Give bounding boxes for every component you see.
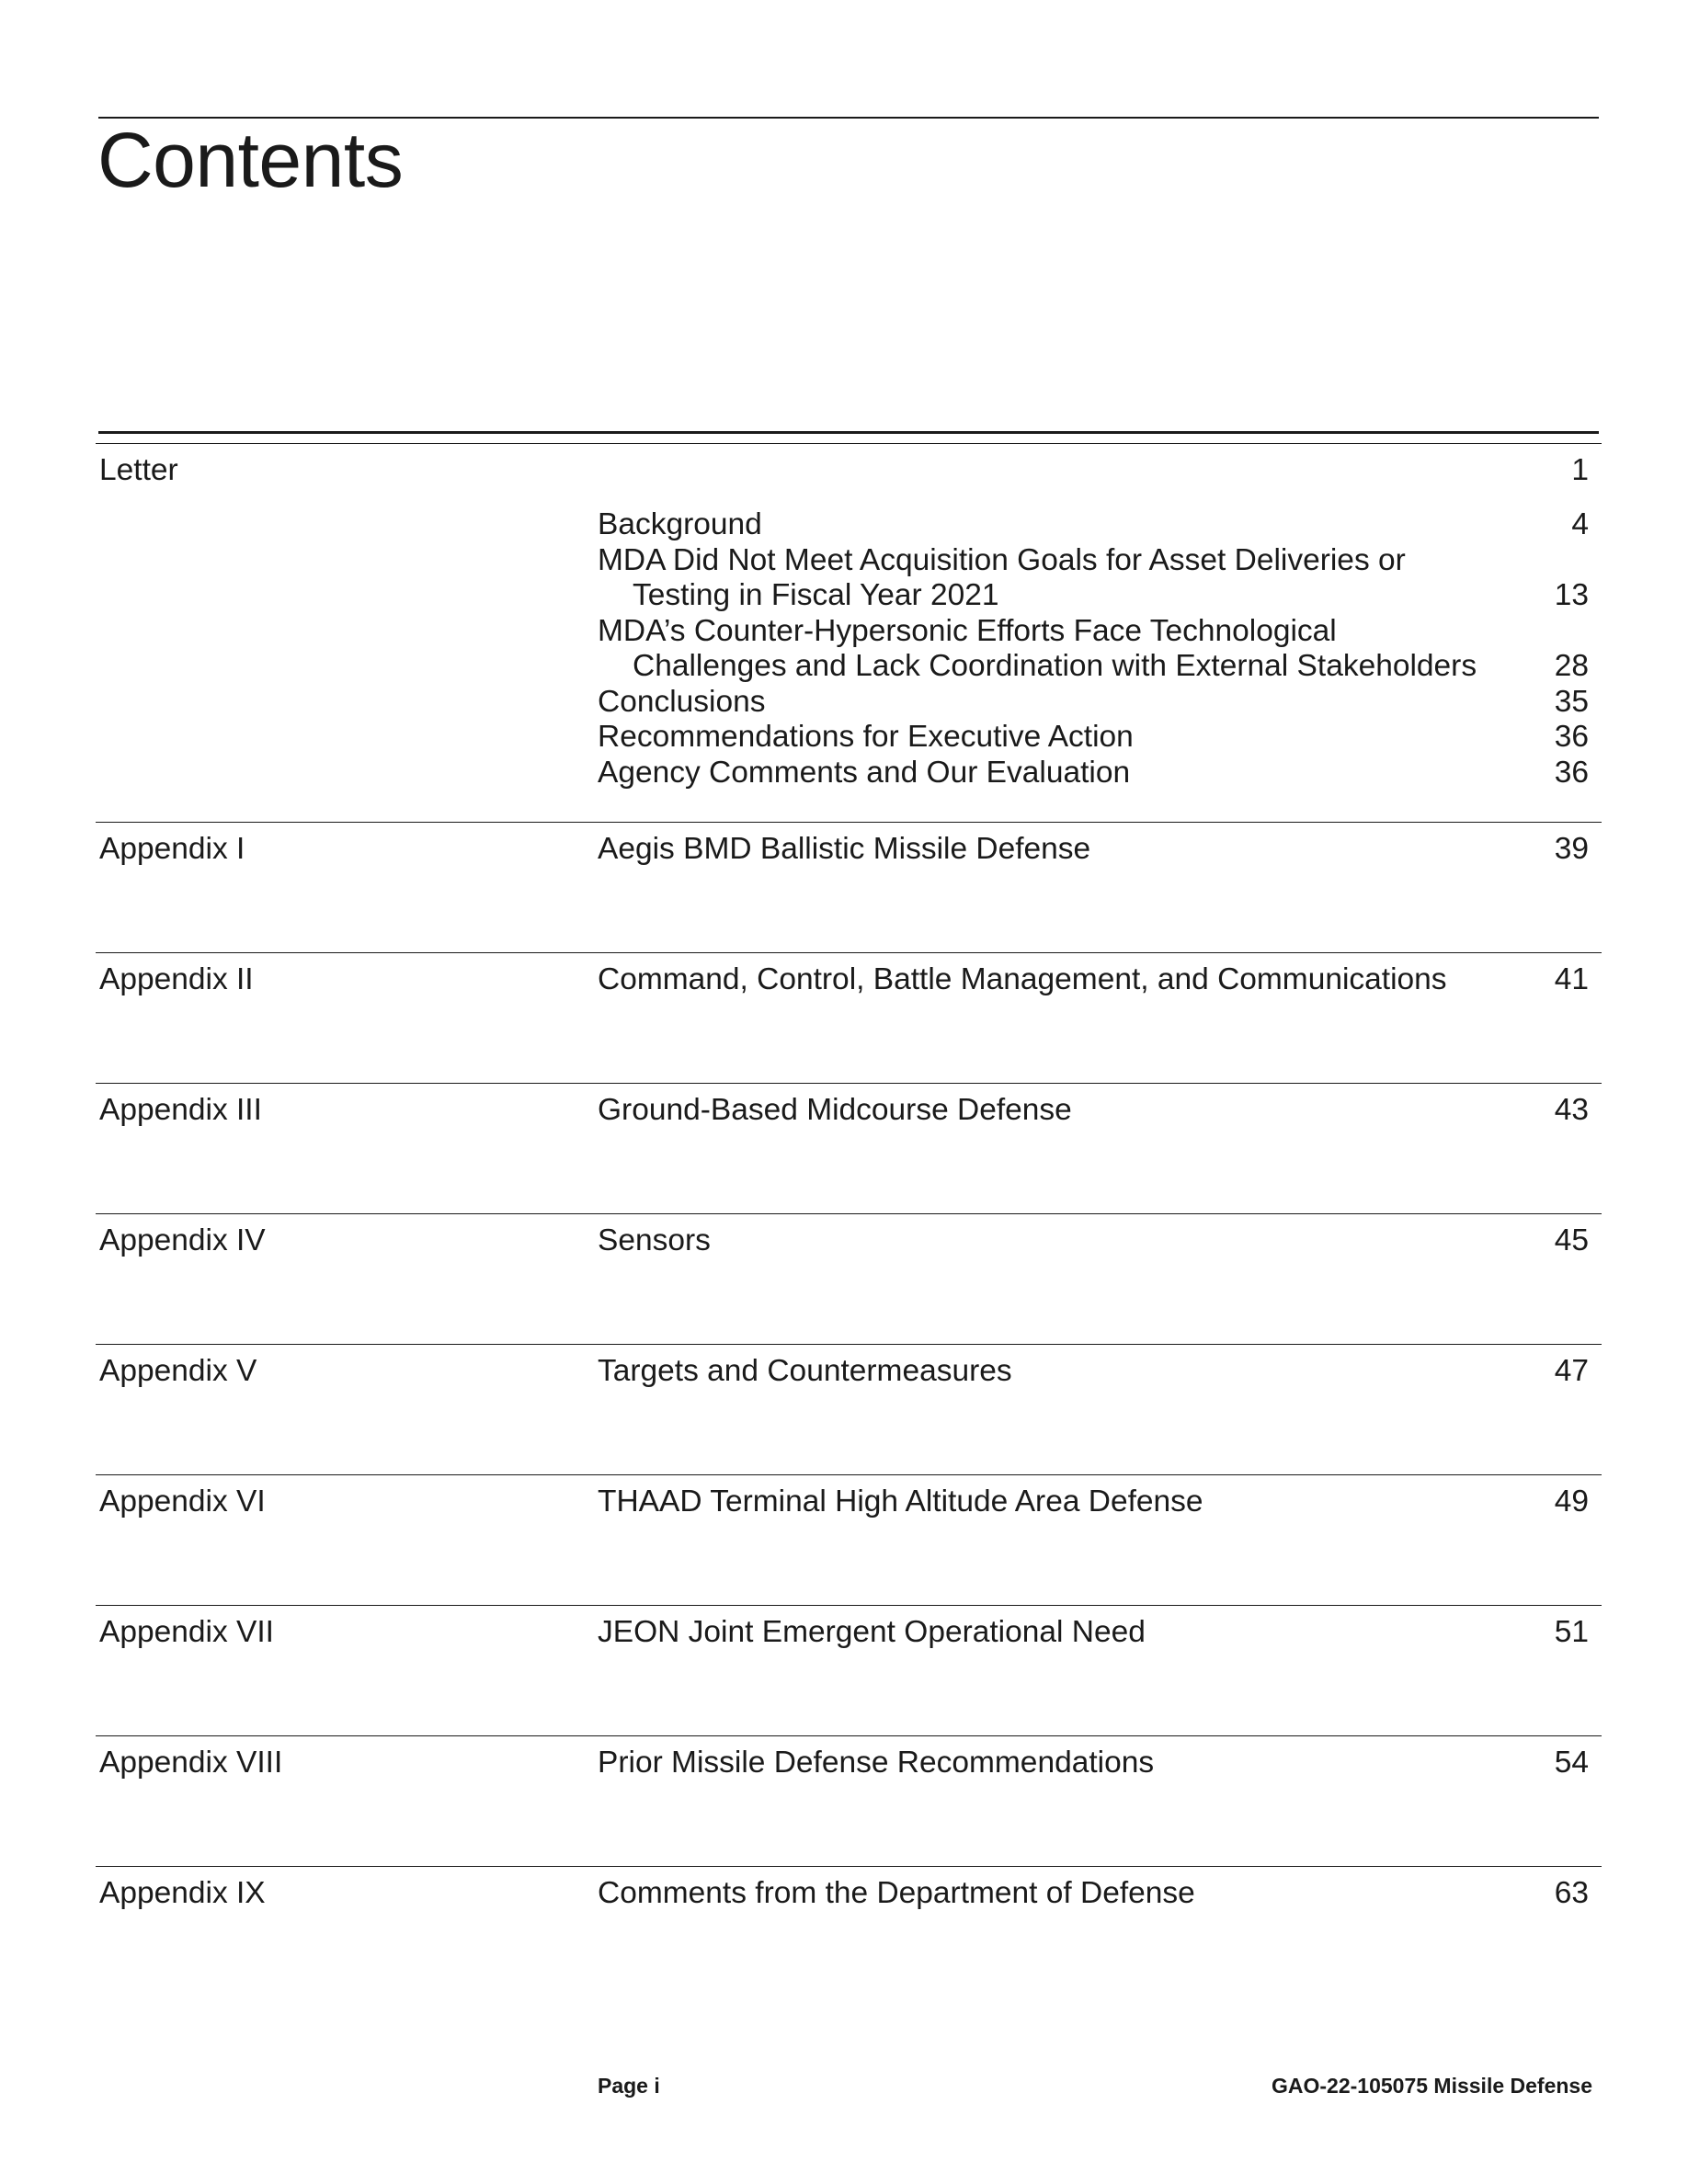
toc-page-number: 36 [1554,720,1589,754]
appendix-label[interactable]: Appendix VII [99,1615,274,1649]
appendix-page-number: 63 [1554,1876,1589,1910]
appendix-page-number: 49 [1554,1484,1589,1519]
toc-entry-recommendations[interactable]: Recommendations for Executive Action [598,720,1134,754]
appendix-divider [96,1866,1602,1867]
appendix-page-number: 41 [1554,962,1589,996]
appendix-title[interactable]: Prior Missile Defense Recommendations [598,1746,1155,1780]
toc-entry-counter-hypersonic-cont[interactable]: Challenges and Lack Coordination with External Stakeholders [633,649,1477,683]
appendix-page-number: 51 [1554,1615,1589,1649]
appendix-label[interactable]: Appendix IX [99,1876,266,1910]
appendix-title[interactable]: Command, Control, Battle Management, and Communications [598,962,1447,996]
appendix-page-number: 39 [1554,832,1589,866]
appendix-title[interactable]: Sensors [598,1223,711,1257]
toc-page-number: 36 [1554,756,1589,790]
toc-entry-acquisition-goals-cont[interactable]: Testing in Fiscal Year 2021 [633,578,999,612]
appendix-page-number: 47 [1554,1354,1589,1388]
appendix-title[interactable]: THAAD Terminal High Altitude Area Defense [598,1484,1203,1519]
appendix-title[interactable]: Targets and Countermeasures [598,1354,1012,1388]
footer-page-label: Page i [598,2074,660,2098]
toc-entry-background[interactable]: Background [598,507,762,541]
page-title: Contents [97,117,404,203]
appendix-divider [96,1605,1602,1606]
appendix-page-number: 54 [1554,1746,1589,1780]
toc-entry-conclusions[interactable]: Conclusions [598,685,766,719]
toc-page-number: 13 [1554,578,1589,612]
appendix-title[interactable]: Ground-Based Midcourse Defense [598,1093,1072,1127]
appendix-title[interactable]: Comments from the Department of Defense [598,1876,1195,1910]
appendix-label[interactable]: Appendix I [99,832,245,866]
toc-top-rule [96,443,1602,444]
appendix-divider [96,1735,1602,1736]
toc-entry-agency-comments[interactable]: Agency Comments and Our Evaluation [598,756,1131,790]
appendix-divider [96,1213,1602,1214]
appendix-divider [96,952,1602,953]
toc-entry-counter-hypersonic[interactable]: MDA’s Counter-Hypersonic Efforts Face Technological [598,614,1337,648]
footer-document-id: GAO-22-105075 Missile Defense [1271,2074,1592,2098]
toc-header-rule [98,431,1599,434]
toc-entry-acquisition-goals[interactable]: MDA Did Not Meet Acquisition Goals for Asset Deliveries or [598,543,1406,577]
letter-page-number: 1 [1571,453,1589,487]
toc-page-number: 4 [1571,507,1589,541]
appendix-page-number: 43 [1554,1093,1589,1127]
appendix-title[interactable]: JEON Joint Emergent Operational Need [598,1615,1146,1649]
appendix-label[interactable]: Appendix VI [99,1484,266,1519]
appendix-divider [96,1344,1602,1345]
appendix-page-number: 45 [1554,1223,1589,1257]
appendix-label[interactable]: Appendix V [99,1354,257,1388]
toc-page-number: 35 [1554,685,1589,719]
appendix-divider [96,822,1602,823]
appendix-label[interactable]: Appendix VIII [99,1746,283,1780]
appendix-divider [96,1083,1602,1084]
toc-page-number: 28 [1554,649,1589,683]
appendix-title[interactable]: Aegis BMD Ballistic Missile Defense [598,832,1091,866]
appendix-divider [96,1474,1602,1475]
appendix-label[interactable]: Appendix IV [99,1223,266,1257]
letter-label[interactable]: Letter [99,453,178,487]
appendix-label[interactable]: Appendix II [99,962,254,996]
appendix-label[interactable]: Appendix III [99,1093,262,1127]
